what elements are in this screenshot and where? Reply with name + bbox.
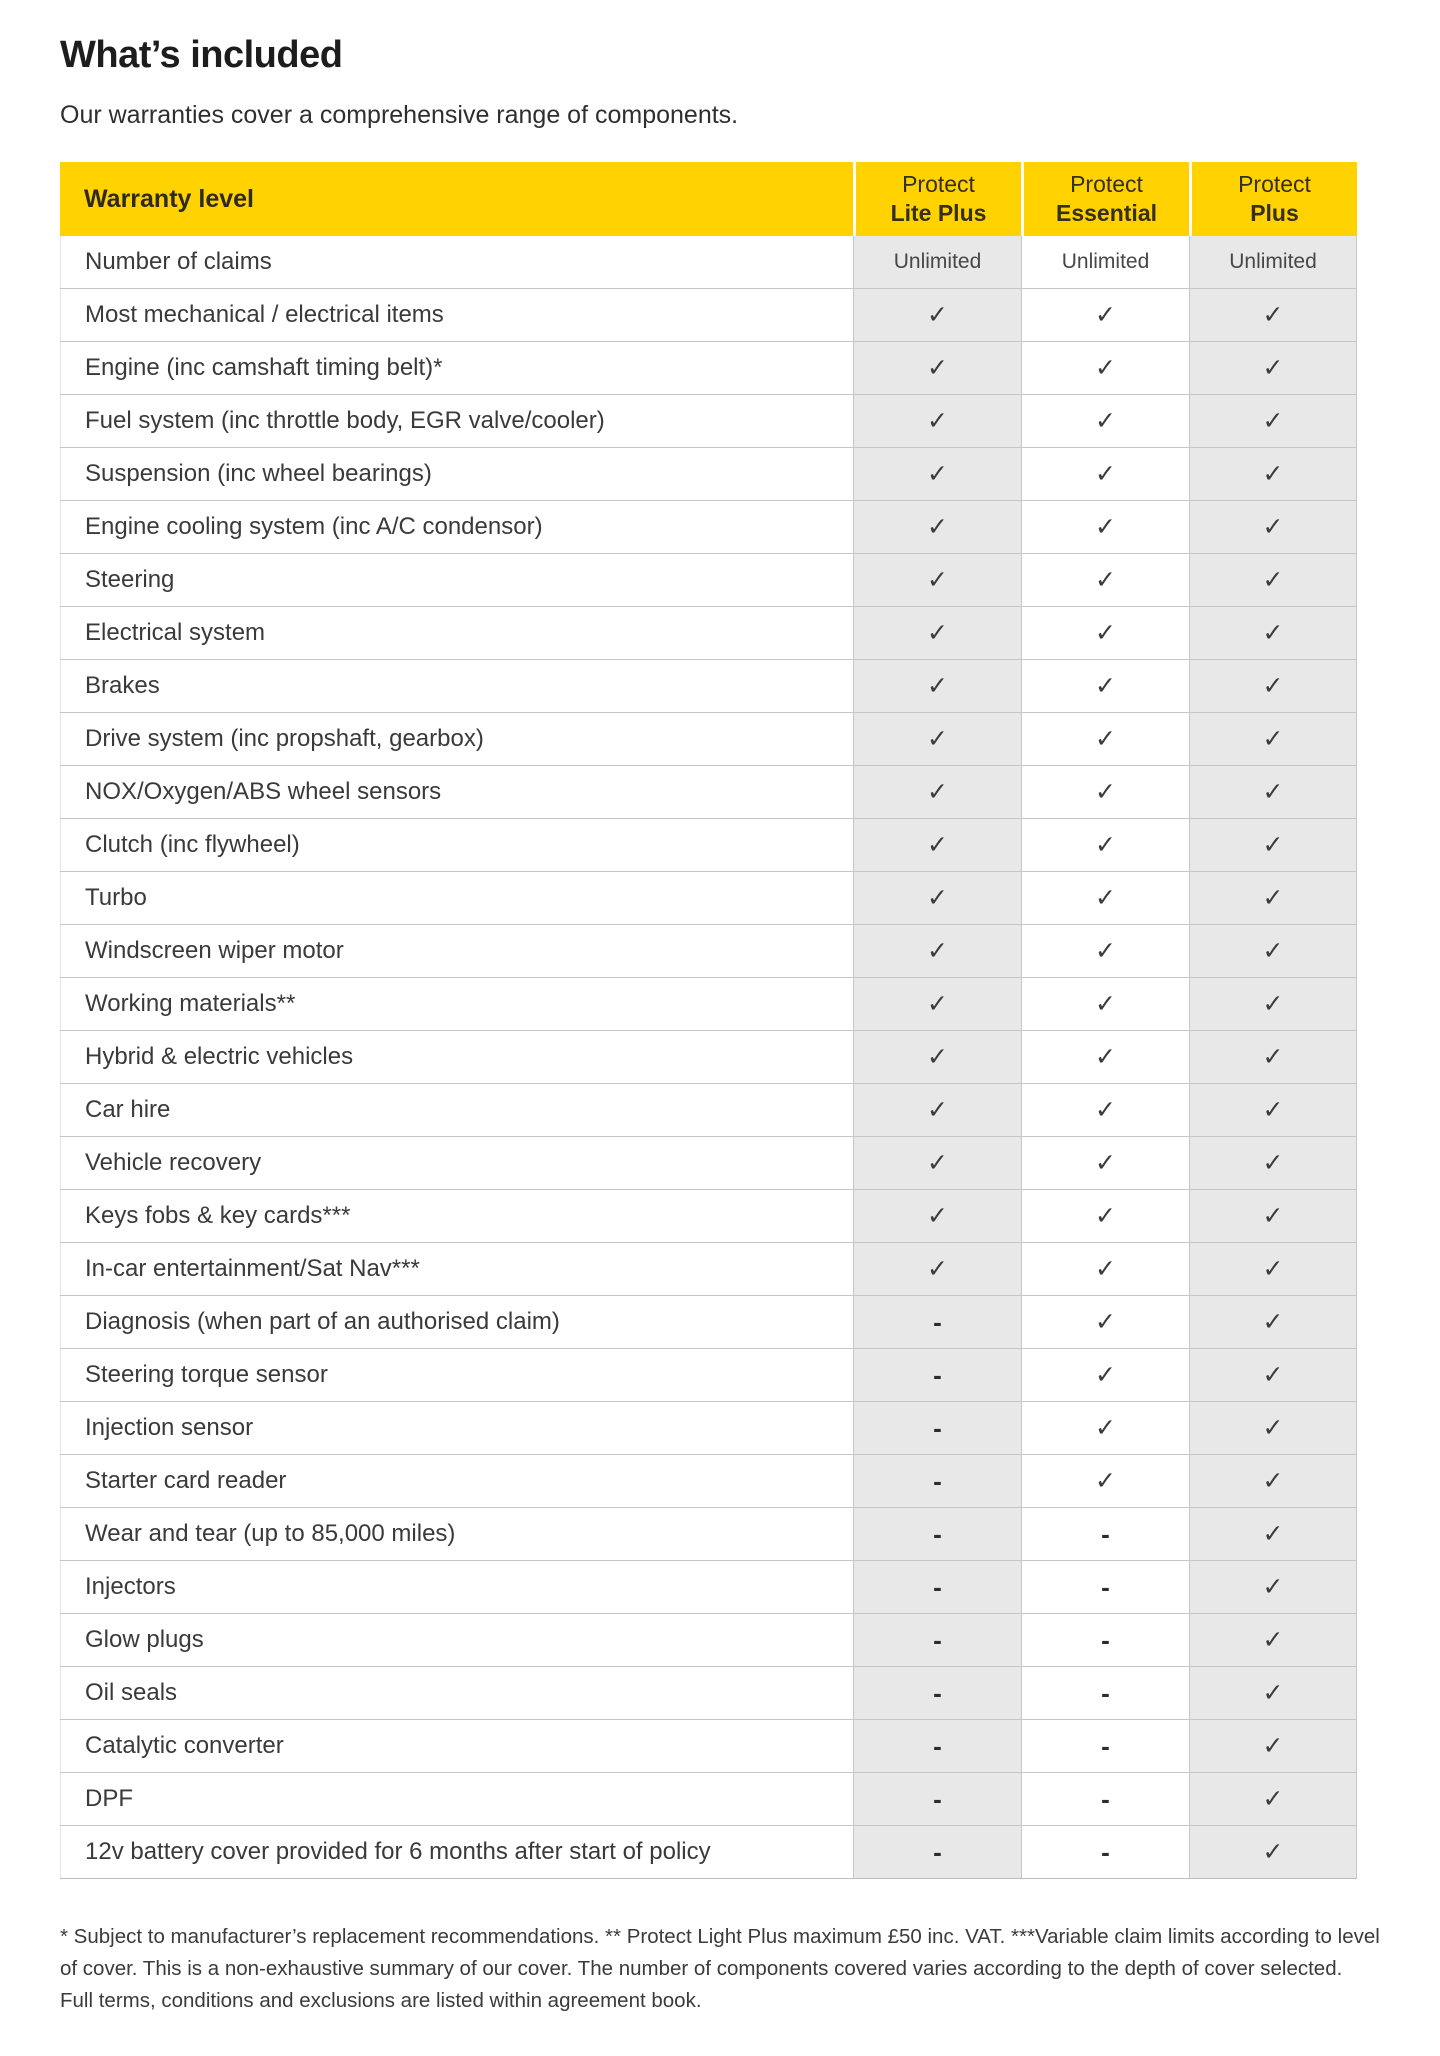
plan-header-protect-plus: [1189, 162, 1357, 236]
table-row: [60, 1772, 1357, 1825]
row-label: 12v battery cover provided for 6 months after start of policy: [60, 1826, 853, 1878]
table-row: [60, 1242, 1357, 1295]
value-cell: [1021, 236, 1189, 288]
plan-header-protect-lite-plus: [853, 162, 1021, 236]
check-icon: ✓: [927, 778, 948, 806]
check-icon-cell: [853, 1190, 1021, 1242]
check-icon: ✓: [1262, 831, 1284, 859]
check-icon: ✓: [1262, 1520, 1284, 1548]
table-row: [60, 712, 1357, 765]
check-icon: ✓: [1095, 513, 1116, 541]
row-label: Glow plugs: [60, 1614, 853, 1666]
table-row: [60, 1348, 1357, 1401]
row-label: Number of claims: [60, 236, 853, 288]
table-row: [60, 1401, 1357, 1454]
check-icon: ✓: [1262, 990, 1284, 1018]
plan-header-line2: Essential: [1056, 200, 1157, 226]
check-icon-cell: [1189, 1190, 1357, 1242]
check-icon: ✓: [1262, 937, 1284, 965]
dash-cell: -: [853, 1455, 1021, 1507]
check-icon-cell: [1189, 1508, 1357, 1560]
row-label: NOX/Oxygen/ABS wheel sensors: [60, 766, 853, 818]
check-icon-cell: [1189, 925, 1357, 977]
row-label: Most mechanical / electrical items: [60, 289, 853, 341]
table-row: [60, 659, 1357, 712]
row-label: Suspension (inc wheel bearings): [60, 448, 853, 500]
table-row: [60, 1825, 1357, 1878]
check-icon-cell: [1189, 501, 1357, 553]
check-icon-cell: [1189, 978, 1357, 1030]
check-icon-cell: [1189, 1243, 1357, 1295]
check-icon-cell: [1021, 819, 1189, 871]
check-icon-cell: [853, 978, 1021, 1030]
check-icon-cell: [1189, 1720, 1357, 1772]
row-label: Starter card reader: [60, 1455, 853, 1507]
warranty-level-header: Warranty level: [60, 162, 853, 236]
check-icon-cell: [853, 554, 1021, 606]
check-icon: ✓: [1262, 513, 1284, 541]
check-icon-cell: [1021, 766, 1189, 818]
check-icon: ✓: [927, 566, 948, 594]
check-icon-cell: [1189, 554, 1357, 606]
dash-cell: -: [853, 1561, 1021, 1613]
check-icon: ✓: [1095, 1361, 1116, 1389]
check-icon: ✓: [1095, 1202, 1116, 1230]
check-icon: ✓: [1262, 1149, 1284, 1177]
check-icon: ✓: [1262, 884, 1284, 912]
check-icon: ✓: [927, 831, 948, 859]
dash-cell: -: [1021, 1561, 1189, 1613]
check-icon-cell: [1021, 289, 1189, 341]
dash-cell: -: [853, 1667, 1021, 1719]
check-icon: ✓: [927, 725, 948, 753]
check-icon: ✓: [927, 884, 948, 912]
check-icon-cell: [1021, 1296, 1189, 1348]
warranty-comparison-table: [60, 162, 1357, 1879]
table-row: [60, 1030, 1357, 1083]
row-label: Vehicle recovery: [60, 1137, 853, 1189]
check-icon-cell: [1021, 1349, 1189, 1401]
plan-header-protect-essential: [1021, 162, 1189, 236]
check-icon-cell: [1189, 1667, 1357, 1719]
check-icon: ✓: [1262, 1414, 1284, 1442]
check-icon-cell: [1021, 395, 1189, 447]
dash-cell: -: [853, 1826, 1021, 1878]
check-icon: ✓: [1095, 619, 1116, 647]
check-icon: ✓: [1262, 354, 1284, 382]
table-row: [60, 1560, 1357, 1613]
check-icon: ✓: [1262, 1573, 1284, 1601]
table-row: [60, 1083, 1357, 1136]
dash-cell: -: [853, 1773, 1021, 1825]
check-icon-cell: [1189, 607, 1357, 659]
check-icon: ✓: [927, 1096, 948, 1124]
check-icon: ✓: [927, 301, 948, 329]
dash-cell: -: [1021, 1667, 1189, 1719]
check-icon: ✓: [1095, 884, 1116, 912]
check-icon-cell: [853, 501, 1021, 553]
check-icon: ✓: [1095, 1096, 1116, 1124]
dash-cell: -: [853, 1614, 1021, 1666]
dash-cell: -: [1021, 1826, 1189, 1878]
row-label: Working materials**: [60, 978, 853, 1030]
row-label: Brakes: [60, 660, 853, 712]
value-text: Unlimited: [1061, 250, 1150, 273]
table-body: [60, 236, 1357, 1878]
plan-header-line1: Protect: [1070, 171, 1143, 198]
check-icon-cell: [1021, 1031, 1189, 1083]
check-icon: ✓: [1262, 1043, 1284, 1071]
check-icon: ✓: [1095, 1467, 1116, 1495]
row-label: Windscreen wiper motor: [60, 925, 853, 977]
check-icon: ✓: [1262, 460, 1284, 488]
row-label: Oil seals: [60, 1667, 853, 1719]
check-icon: ✓: [927, 937, 948, 965]
table-row: [60, 1454, 1357, 1507]
check-icon-cell: [1189, 289, 1357, 341]
row-label: Hybrid & electric vehicles: [60, 1031, 853, 1083]
table-header-row: [60, 162, 1357, 236]
row-label: Keys fobs & key cards***: [60, 1190, 853, 1242]
check-icon-cell: [1189, 1402, 1357, 1454]
check-icon-cell: [1189, 713, 1357, 765]
dash-cell: -: [1021, 1614, 1189, 1666]
table-row: [60, 288, 1357, 341]
dash-cell: -: [853, 1508, 1021, 1560]
check-icon-cell: [853, 872, 1021, 924]
check-icon: ✓: [1262, 672, 1284, 700]
check-icon: ✓: [1095, 1308, 1116, 1336]
check-icon-cell: [1189, 1084, 1357, 1136]
check-icon-cell: [1189, 1561, 1357, 1613]
check-icon: ✓: [927, 1043, 948, 1071]
check-icon: ✓: [927, 672, 948, 700]
check-icon: ✓: [1262, 566, 1284, 594]
table-row: [60, 500, 1357, 553]
check-icon-cell: [1021, 342, 1189, 394]
value-text: Unlimited: [893, 250, 982, 273]
check-icon-cell: [853, 607, 1021, 659]
dash-cell: -: [853, 1720, 1021, 1772]
check-icon: ✓: [1262, 1626, 1284, 1654]
check-icon: ✓: [1262, 1255, 1284, 1283]
check-icon: ✓: [927, 990, 948, 1018]
check-icon: ✓: [927, 1149, 948, 1177]
table-row: [60, 553, 1357, 606]
row-label: Steering torque sensor: [60, 1349, 853, 1401]
table-row: [60, 977, 1357, 1030]
check-icon-cell: [1189, 342, 1357, 394]
check-icon: ✓: [1262, 1838, 1284, 1866]
row-label: In-car entertainment/Sat Nav***: [60, 1243, 853, 1295]
check-icon-cell: [853, 819, 1021, 871]
check-icon: ✓: [1095, 1414, 1116, 1442]
check-icon: ✓: [1095, 990, 1116, 1018]
check-icon: ✓: [1262, 1467, 1284, 1495]
check-icon: ✓: [1095, 778, 1116, 806]
check-icon-cell: [1189, 1614, 1357, 1666]
check-icon-cell: [1189, 448, 1357, 500]
check-icon-cell: [853, 395, 1021, 447]
check-icon-cell: [1189, 1349, 1357, 1401]
check-icon: ✓: [1095, 937, 1116, 965]
dash-cell: -: [1021, 1720, 1189, 1772]
check-icon-cell: [853, 713, 1021, 765]
dash-cell: -: [853, 1402, 1021, 1454]
check-icon: ✓: [927, 1202, 948, 1230]
check-icon: ✓: [1262, 1096, 1284, 1124]
check-icon-cell: [1189, 1455, 1357, 1507]
plan-header-line1: Protect: [902, 171, 975, 198]
check-icon-cell: [1021, 1455, 1189, 1507]
check-icon: ✓: [1095, 301, 1116, 329]
check-icon-cell: [1189, 1826, 1357, 1878]
check-icon-cell: [1189, 819, 1357, 871]
row-label: Diagnosis (when part of an authorised claim): [60, 1296, 853, 1348]
value-cell: [853, 236, 1021, 288]
row-label: Electrical system: [60, 607, 853, 659]
check-icon-cell: [1021, 1190, 1189, 1242]
check-icon-cell: [853, 1084, 1021, 1136]
check-icon: ✓: [927, 513, 948, 541]
table-row: [60, 606, 1357, 659]
check-icon-cell: [1189, 660, 1357, 712]
check-icon: ✓: [927, 354, 948, 382]
check-icon: ✓: [1262, 301, 1284, 329]
check-icon-cell: [1021, 607, 1189, 659]
row-label: Injection sensor: [60, 1402, 853, 1454]
check-icon-cell: [1021, 1137, 1189, 1189]
row-label: Steering: [60, 554, 853, 606]
row-label: Engine cooling system (inc A/C condensor): [60, 501, 853, 553]
page-title: What’s included: [60, 34, 343, 76]
check-icon: ✓: [1262, 1679, 1284, 1707]
check-icon: ✓: [927, 407, 948, 435]
table-row: [60, 1666, 1357, 1719]
table-row: [60, 1189, 1357, 1242]
check-icon: ✓: [927, 460, 948, 488]
page-subtitle: Our warranties cover a comprehensive range of components.: [60, 101, 739, 129]
check-icon-cell: [853, 766, 1021, 818]
table-row: [60, 447, 1357, 500]
check-icon-cell: [853, 1031, 1021, 1083]
check-icon: ✓: [1095, 725, 1116, 753]
check-icon: ✓: [1262, 1361, 1284, 1389]
table-row: [60, 236, 1357, 288]
check-icon-cell: [1021, 501, 1189, 553]
check-icon: ✓: [1095, 1043, 1116, 1071]
check-icon: ✓: [927, 619, 948, 647]
dash-cell: -: [1021, 1773, 1189, 1825]
check-icon: ✓: [1095, 672, 1116, 700]
check-icon: ✓: [1095, 566, 1116, 594]
check-icon-cell: [1021, 925, 1189, 977]
footnote: * Subject to manufacturer’s replacement recommendations. ** Protect Light Plus maximum £50 inc. VAT. ***Variable claim limits according to level of cover. This is a non-exhaustive summary of our cover. The number of components covered varies according to the depth of cover selected. Full terms, conditions and exclusions are listed within agreement book.: [60, 1925, 1380, 2012]
row-label: Drive system (inc propshaft, gearbox): [60, 713, 853, 765]
check-icon: ✓: [1262, 1732, 1284, 1760]
row-label: Catalytic converter: [60, 1720, 853, 1772]
row-label: Fuel system (inc throttle body, EGR valve/cooler): [60, 395, 853, 447]
check-icon-cell: [853, 925, 1021, 977]
row-label: Engine (inc camshaft timing belt)*: [60, 342, 853, 394]
value-text: Unlimited: [1229, 250, 1317, 273]
plan-header-line2: Plus: [1250, 200, 1299, 226]
check-icon-cell: [853, 1243, 1021, 1295]
check-icon: ✓: [1262, 1308, 1284, 1336]
check-icon: ✓: [1262, 407, 1284, 435]
check-icon: ✓: [1262, 1202, 1284, 1230]
check-icon: ✓: [1095, 460, 1116, 488]
table-row: [60, 1613, 1357, 1666]
check-icon-cell: [1021, 978, 1189, 1030]
table-row: [60, 1295, 1357, 1348]
table-row: [60, 1719, 1357, 1772]
check-icon-cell: [1189, 766, 1357, 818]
table-row: [60, 341, 1357, 394]
check-icon-cell: [1189, 872, 1357, 924]
row-label: Car hire: [60, 1084, 853, 1136]
row-label: Injectors: [60, 1561, 853, 1613]
check-icon-cell: [1189, 1137, 1357, 1189]
check-icon: ✓: [1095, 831, 1116, 859]
check-icon: ✓: [1095, 407, 1116, 435]
check-icon: ✓: [1262, 1785, 1284, 1813]
check-icon: ✓: [1095, 1149, 1116, 1177]
check-icon-cell: [853, 448, 1021, 500]
check-icon: ✓: [1095, 354, 1116, 382]
dash-cell: -: [1021, 1508, 1189, 1560]
check-icon-cell: [1021, 554, 1189, 606]
check-icon-cell: [1021, 872, 1189, 924]
row-label: Wear and tear (up to 85,000 miles): [60, 1508, 853, 1560]
dash-cell: -: [853, 1296, 1021, 1348]
row-label: DPF: [60, 1773, 853, 1825]
table-row: [60, 394, 1357, 447]
table-row: [60, 765, 1357, 818]
check-icon: ✓: [1262, 778, 1284, 806]
check-icon-cell: [853, 1137, 1021, 1189]
check-icon-cell: [1021, 660, 1189, 712]
check-icon-cell: [1189, 1031, 1357, 1083]
check-icon-cell: [1189, 395, 1357, 447]
check-icon-cell: [853, 289, 1021, 341]
table-row: [60, 924, 1357, 977]
plan-header-line1: Protect: [1238, 171, 1311, 198]
dash-cell: -: [853, 1349, 1021, 1401]
check-icon-cell: [1021, 448, 1189, 500]
check-icon-cell: [853, 342, 1021, 394]
value-cell: [1189, 236, 1357, 288]
table-row: [60, 871, 1357, 924]
check-icon: ✓: [1095, 1255, 1116, 1283]
check-icon-cell: [1021, 1243, 1189, 1295]
check-icon-cell: [1021, 1402, 1189, 1454]
check-icon-cell: [1021, 1084, 1189, 1136]
table-row: [60, 818, 1357, 871]
check-icon-cell: [853, 660, 1021, 712]
check-icon: ✓: [1262, 619, 1284, 647]
row-label: Clutch (inc flywheel): [60, 819, 853, 871]
check-icon-cell: [1021, 713, 1189, 765]
table-row: [60, 1136, 1357, 1189]
check-icon-cell: [1189, 1296, 1357, 1348]
check-icon: ✓: [1262, 725, 1284, 753]
check-icon: ✓: [927, 1255, 948, 1283]
row-label: Turbo: [60, 872, 853, 924]
check-icon-cell: [1189, 1773, 1357, 1825]
plan-header-line2: Lite Plus: [890, 200, 987, 226]
table-row: [60, 1507, 1357, 1560]
